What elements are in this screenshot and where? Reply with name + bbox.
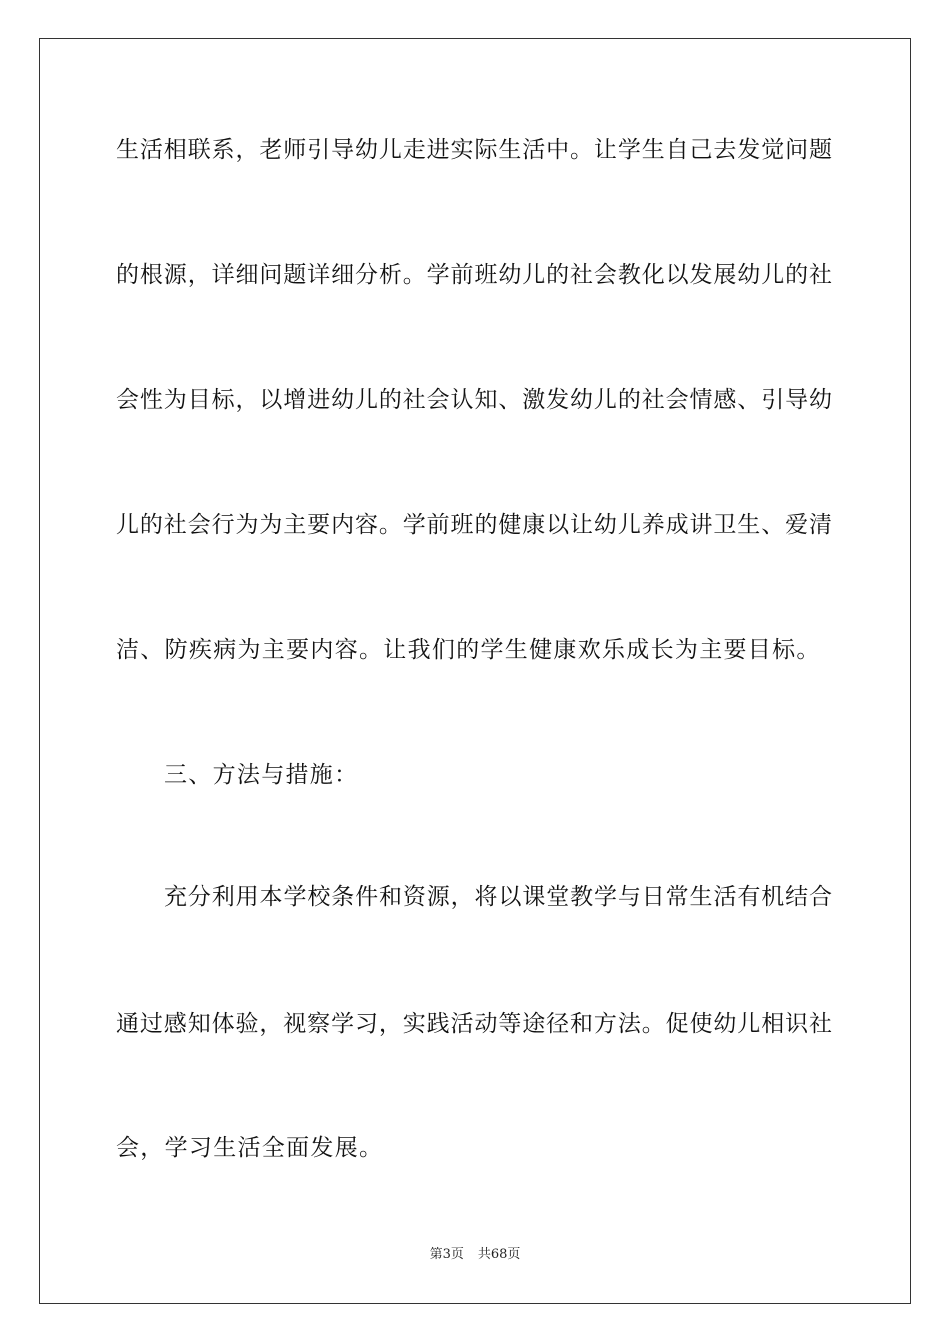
body-line-1: 生活相联系，老师引导幼儿走进实际生活中。让学生自己去发觉问题: [116, 137, 832, 163]
body-line-3: 会性为目标，以增进幼儿的社会认知、激发幼儿的社会情感、引导幼: [116, 387, 832, 413]
body-line-2: 的根源，详细问题详细分析。学前班幼儿的社会教化以发展幼儿的社: [116, 262, 832, 288]
page-border: [39, 38, 911, 1304]
page-total: 共68页: [477, 1247, 521, 1262]
page-number: 第3页: [429, 1247, 464, 1262]
page-footer: [0, 1246, 950, 1264]
body-line-5: 洁、防疾病为主要内容。让我们的学生健康欢乐成长为主要目标。: [116, 637, 821, 663]
section-heading: 三、方法与措施：: [164, 762, 359, 788]
paragraph2-line-3: 会，学习生活全面发展。: [116, 1135, 384, 1161]
body-line-4: 儿的社会行为为主要内容。学前班的健康以让幼儿养成讲卫生、爱清: [116, 512, 832, 538]
paragraph2-line-1: 充分利用本学校条件和资源，将以课堂教学与日常生活有机结合: [164, 884, 832, 910]
paragraph2-line-2: 通过感知体验，视察学习，实践活动等途径和方法。促使幼儿相识社: [116, 1011, 832, 1037]
